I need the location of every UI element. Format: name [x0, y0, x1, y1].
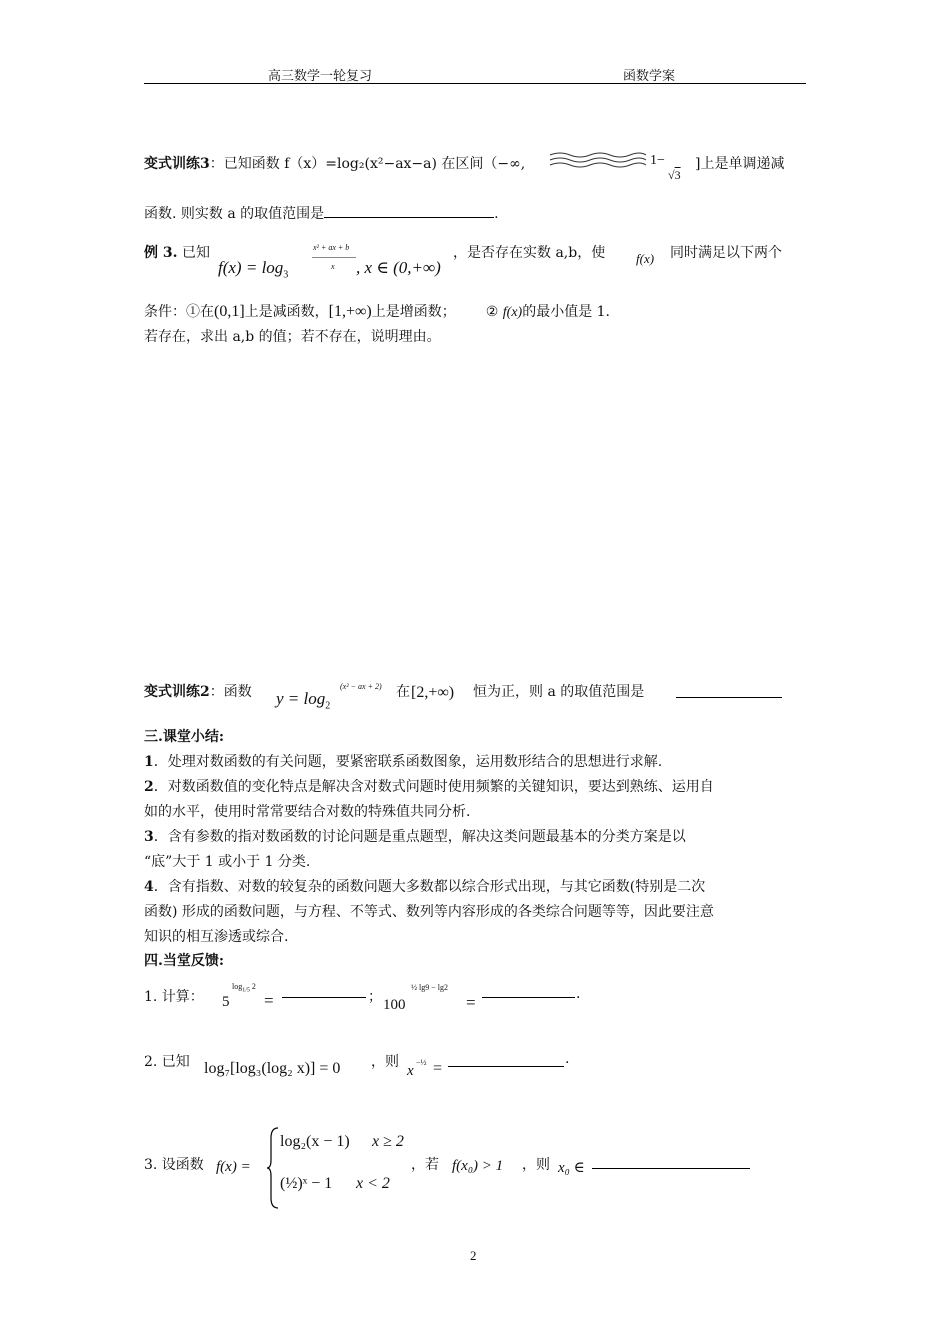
- answer-blank-q3[interactable]: [592, 1168, 750, 1169]
- q2-label: 2. 已知: [144, 1054, 190, 1070]
- header-left: 高三数学一轮复习: [268, 69, 373, 84]
- answer-blank-v2[interactable]: [676, 697, 782, 698]
- summary-line-8: 知识的相互渗透或综合.: [144, 929, 289, 945]
- q1-label: 1. 计算：: [144, 989, 204, 1005]
- summary-heading: 三.课堂小结:: [144, 729, 225, 745]
- answer-blank-q1b[interactable]: [482, 997, 575, 998]
- variant2-start: 变式训练2：函数: [144, 684, 252, 700]
- q1b-exponent: ½ lg9 − lg2: [411, 983, 448, 992]
- q1-eq: =: [264, 991, 274, 1010]
- wavy-underline: [548, 150, 648, 170]
- q2-end: .: [565, 1051, 570, 1067]
- variant3-tail: 1−: [650, 153, 665, 168]
- page-number: 2: [470, 1248, 477, 1263]
- example3-label: 例 3.: [144, 245, 178, 261]
- header-rule: [144, 83, 806, 84]
- q3-x0: x₀ ∈: [558, 1160, 585, 1176]
- example3-line3: 若存在，求出 a,b 的值；若不存在，说明理由。: [144, 329, 441, 345]
- sqrt-symbol: √3: [668, 168, 681, 182]
- example3-conditions: 条件：①在(0,1]上是减函数，[1,+∞)上是增函数； ② f(x)的最小值是 1.: [144, 303, 611, 320]
- q2-exponent: −½: [416, 1058, 427, 1067]
- q3-cond1: x ≥ 2: [372, 1133, 404, 1150]
- q1b-base: 100: [383, 997, 406, 1013]
- q2-x: x: [407, 1063, 414, 1079]
- variant2-interval: [2,+∞): [411, 684, 455, 701]
- q1-exponent: $\log_{1/5} 2$: [232, 982, 256, 994]
- summary-line-4: 3．含有参数的指对数函数的讨论问题是重点题型，解决这类问题最基本的分类方案是以: [144, 829, 686, 845]
- q1-end: .: [576, 986, 581, 1002]
- summary-line-6: 4．含有指数、对数的较复杂的函数问题大多数都以综合形式出现，与其它函数(特别是二次: [144, 879, 706, 895]
- q3-ineq: f(x₀) > 1: [452, 1158, 504, 1174]
- fraction-bar: [312, 257, 356, 258]
- variant3-after: ]上是单调递减: [695, 156, 785, 172]
- piecewise-brace: [266, 1126, 280, 1210]
- variant2-text2: 在: [396, 684, 410, 700]
- q3-label: 3. 设函数: [144, 1157, 204, 1173]
- summary-line-5: “底”大于 1 或小于 1 分类.: [144, 854, 311, 870]
- q1-sep: ；: [368, 989, 382, 1005]
- variant3-label: 变式训练3: [144, 156, 210, 172]
- example3-domain: , x ∈ (0,+∞): [356, 258, 441, 277]
- example3-fx: $f(x) = \log_3$: [218, 258, 289, 281]
- feedback-heading: 四.当堂反馈:: [144, 953, 225, 969]
- q3-mid: ，若: [411, 1157, 439, 1173]
- summary-line-3: 如的水平，使用时常常要结合对数的特殊值共同分析.: [144, 804, 471, 820]
- q3-fx: f(x) =: [216, 1159, 251, 1175]
- summary-line-2: 2．对数函数值的变化特点是解决含对数式问题时使用频繁的关键知识，要达到熟练、运用自: [144, 779, 714, 795]
- variant2-arg: (x² − ax + 2): [340, 682, 382, 691]
- variant2-text3: 恒为正，则 a 的取值范围是: [473, 684, 645, 700]
- q3-cond2: x < 2: [356, 1175, 390, 1192]
- q3-mid2: ，则: [522, 1157, 550, 1173]
- example3-label-line: 例 3. 已知: [144, 245, 210, 261]
- header-right: 函数学案: [623, 69, 676, 84]
- example3-denominator: x: [331, 262, 335, 271]
- variant3-text: ：已知函数 f（x）=log₂(x²−ax−a) 在区间（−∞,: [209, 156, 526, 172]
- variant3-line1: [144, 153, 525, 173]
- q1b-eq: =: [466, 993, 476, 1012]
- variant2-y: $y = \log_2$: [276, 689, 331, 712]
- q2-eq: =: [433, 1060, 443, 1077]
- variant3-line2: 函数. 则实数 a 的取值范围是 .: [144, 206, 499, 222]
- answer-blank-q2[interactable]: [448, 1066, 564, 1067]
- q2-expr: log₇[log₃(log₂ x)] = 0: [204, 1060, 341, 1077]
- summary-line-1: 1．处理对数函数的有关问题，要紧密联系函数图象，运用数形结合的思想进行求解.: [144, 754, 663, 770]
- example3-text2: ，是否存在实数 a,b，使: [453, 245, 606, 261]
- example3-fx2: f(x): [636, 251, 655, 266]
- q2-mid: ，则: [371, 1054, 399, 1070]
- summary-line-7: 函数) 形成的函数问题，与方程、不等式、数列等内容形成的各类综合问题等等，因此要注意: [144, 904, 714, 920]
- example3-numerator: x² + ax + b: [313, 243, 350, 252]
- variant2-label: 变式训练2: [144, 684, 210, 700]
- example3-text3: 同时满足以下两个: [670, 245, 782, 261]
- q1-base: 5: [222, 994, 230, 1010]
- answer-blank-q1a[interactable]: [282, 997, 366, 998]
- q3-case2: (½)ˣ − 1: [280, 1175, 333, 1192]
- answer-blank-v3[interactable]: [324, 217, 494, 218]
- q3-case1: log₂(x − 1): [280, 1133, 350, 1150]
